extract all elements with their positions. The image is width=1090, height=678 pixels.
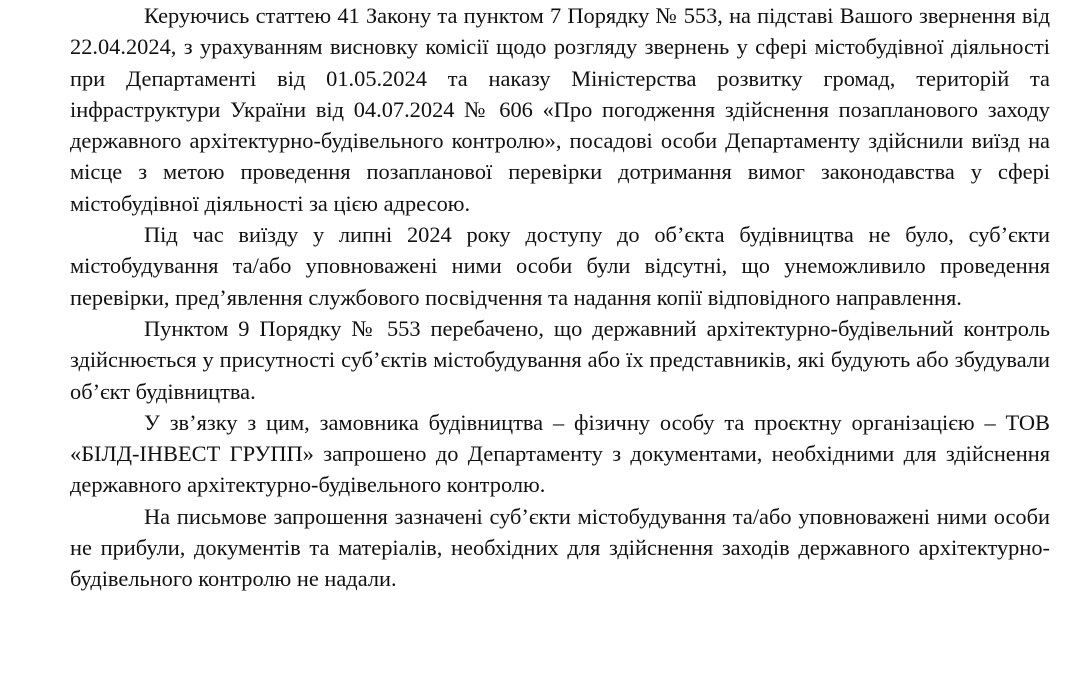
paragraph-1: Керуючись статтею 41 Закону та пунктом 7 Порядку № 553, на підставі Вашого звернення від 22.04.2024, з урахуванням висновку комісії щодо розгляду звернень у сфері містобудівної діяльності при Департаменті від 01.05.2024 та наказу Міністерства розвитку громад, територій та інфраструктури України від 04.07.2024 № 606 «Про погодження здійснення позапланового заходу державного архітектурно-будівельного контролю», посадові особи Департаменту здійснили виїзд на місце з метою проведення позапланової перевірки дотримання вимог законодавства у сфері містобудівної діяльності за цією адресою. — [70, 3, 1050, 216]
paragraph-5: На письмове запрошення зазначені суб’єкти містобудування та/або уповноважені ними особи не прибули, документів та матеріалів, необхідних для здійснення заходів державного архітектурно-будівельного контролю не надали. — [70, 503, 1050, 592]
document-page — [70, 0, 1050, 595]
paragraph-4: У зв’язку з цим, замовника будівництва – фізичну особу та проєктну організацією – ТОВ «БІЛД-ІНВЕСТ ГРУПП» запрошено до Департаменту з документами, необхідними для здійснення державного архітектурно-будівельного контролю. — [70, 409, 1050, 498]
paragraph-2: Під час виїзду у липні 2024 року доступу до об’єкта будівництва не було, суб’єкти містобудування та/або уповноважені ними особи були відсутні, що унеможливило проведення перевірки, пред’явлення службового посвідчення та надання копії відповідного направлення. — [70, 222, 1050, 310]
paragraph-3: Пунктом 9 Порядку № 553 перебачено, що державний архітектурно-будівельний контроль здійснюється у присутності суб’єктів містобудування або їх представників, які будують або збудували об’єкт будівництва. — [70, 315, 1050, 404]
